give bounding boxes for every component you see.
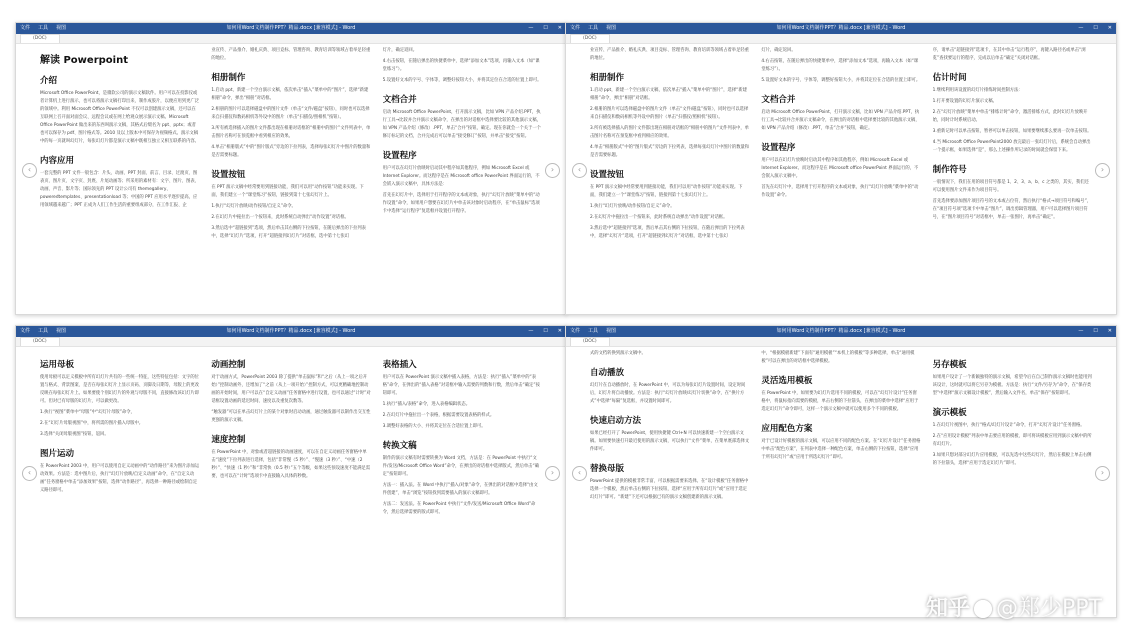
heading: 制作符号: [932, 165, 967, 175]
paragraph: 3.如果只想对部分幻灯片应用模板，可以先选中这些幻灯片，然后在模板上单击右侧的下拉箭头，选择“应用于选定幻灯片”即可。: [932, 453, 1092, 466]
heading: 灵活选用模板: [761, 376, 813, 386]
heading: 应用配色方案: [761, 424, 813, 434]
watermark: [926, 591, 1102, 622]
document-title: 如何用Word文档制作PPT？精品.docx [兼容模式] - Word: [776, 25, 906, 31]
paragraph: 启动 Microsoft Office PowerPoint，打开演示文稿，比如 VPN 产品介绍.PPT，执行工具→比较并合并演示文稿命令，在弹出的对话框中选择要比较的其他演示文稿，如 VPN 产品介绍（修改）.PPT，单击“合并”按钮，确定。现在你就会一个关于一个修订标记的文档，合并完成后可以单击“接受修订”按钮，并单击“接受”按钮。: [382, 110, 541, 139]
paragraph: 业宣传、产品推介、婚礼庆典、项目竞标、管理咨询、教育培训等领域占着举足轻重的地位。: [590, 48, 749, 61]
prev-page-arrow-icon[interactable]: ‹: [572, 466, 587, 481]
title-bar: [16, 23, 566, 34]
paragraph: 1.执行“幻灯片放映/动作按钮/自定义”命令。: [211, 204, 296, 209]
paragraph: 3.重新记时可以单击按钮，暂停可以单击按钮，如果要继续那么要再一次单击按钮。: [932, 129, 1092, 134]
heading: 替换母版: [590, 464, 625, 474]
heading: 设置程序: [761, 143, 796, 153]
word-window-bottom-left: [15, 325, 567, 618]
paragraph: 1.在幻灯片视图中，执行“格式/幻灯片设计”命令，打开“幻灯片设计”任务窗格。: [932, 423, 1085, 428]
menu-item[interactable]: 视图: [606, 25, 617, 31]
page-column: [761, 350, 920, 615]
heading: 估计时间: [932, 73, 967, 83]
menu-item[interactable]: 工具: [38, 328, 49, 334]
maximize-button[interactable]: ☐: [543, 25, 548, 31]
next-page-arrow-icon[interactable]: ›: [1095, 163, 1110, 178]
word-window-bottom-right: [565, 325, 1117, 618]
paragraph: 2.在幻灯片中拖拉出一个按钮来，此时系统自动弹出“动作设置”对话框。: [590, 215, 728, 220]
heading: 内容应用: [40, 156, 75, 166]
heading: 转换文稿: [382, 441, 417, 451]
document-tab[interactable]: (DOC): [570, 337, 610, 346]
prev-page-arrow-icon[interactable]: ‹: [22, 163, 37, 178]
paragraph: 在 PowerPoint 中，如果要为幻灯片选用不同的模板，可以在“幻灯片设计”任务窗格中，将鼠标指向需要的模板，单击右侧的下拉箭头，在弹出的菜单中选择“应用于选定幻灯片”命令即可，这样一个演示文稿中就可以使用多个不同的模板。: [761, 391, 919, 412]
heading: 自动播放: [590, 368, 625, 378]
paragraph: 一套完整的 PPT 文件一般包含：片头、动画、PPT 封面、前言、目录、过渡页、图表页、图片页、文字页、封底、片尾动画等；所采用的素材有：文字、图片、图表、动画、声音、影片等；国际领先的 PPT 设计公司有 themegallery、poweredtemplates、presentationload 等；中国的 PPT 应用水平逐步提高，应用领域越来越广；PPT 正成为人们工作生活的重要组成部分，在工作汇报、企: [40, 171, 199, 208]
watermark-author: @郑少PPT: [996, 596, 1102, 621]
paragraph: 4.右击按钮，在随后弹出的快捷菜单中，选择“添加文本”选项，再输入文本（如“课堂练习”）。: [382, 59, 540, 72]
document-tab[interactable]: (DOC): [20, 34, 60, 43]
title-bar: [566, 326, 1116, 337]
paragraph: 方法一：插入法。在 Word 中执行“插入/对象”命令，在弹出的对话框中选择“由文件创建”，单击“浏览”按钮找到需要插入的演示文稿即可。: [382, 483, 538, 496]
paragraph: 3.所有被选择插入的图片文件都出现在相册对话框的“相册中的图片”文件列表中，单击图片名称可在预览框中看到相应的效果。: [211, 126, 371, 139]
paragraph: 如果已经打开了 PowerPoint，使用快捷键 Ctrl+N 可以快速新建一个空白演示文稿。如果要快速打开最近使用的演示文稿，可以执行“文件”菜单，在菜单底部选择文件即可。: [590, 431, 750, 452]
prev-page-arrow-icon[interactable]: ‹: [572, 163, 587, 178]
paragraph: 首先选择要添加图片项目符号的文本或占位符，然后执行“格式→项目符号和编号”，在“项目符号项”选项卡中单击“图片”，调出剪辑管理器，用户可以选择图片项目符号，在“图片项目符号”对话框中，单击一张图片，再单击“确定”。: [932, 199, 1092, 220]
page-column: [383, 350, 542, 615]
paragraph: 4.单击“相册版式”中的“图片版式”旁边的下拉列表，选择每张幻灯片中图片的数量和是否需要标题。: [211, 145, 371, 158]
paragraph: 一般情况下，我们在用的项目符号都是 1、2、3、a、b、c 之类的，其实，我们还可以使用图片文件来作为项目符号。: [932, 180, 1089, 193]
heading: 表格插入: [382, 360, 417, 370]
document-page: [590, 47, 1092, 312]
tab-bar: [16, 34, 566, 44]
heading: 快速启动方法: [590, 416, 642, 426]
document-tab[interactable]: (DOC): [570, 34, 610, 43]
close-button[interactable]: ✕: [557, 25, 562, 31]
heading: 动画控制: [211, 360, 246, 370]
paragraph: 2.在“幻灯片放映”菜单中单击“排练计时”命令，激活排练方式，此时幻灯片放映开始，同时计时系统启动。: [932, 110, 1088, 123]
paragraph: 1.继续利用该设置的幻灯片排练时间控制方法：: [932, 88, 1023, 93]
paragraph: 1.打开要设置的幻灯片演示文稿。: [932, 99, 997, 104]
paragraph: 用户可以在幻灯片放映时启动其中程序如其他程序，例如 Microsoft Excel 或 Internet Explorer。而这程序是在 Microsoft office PowerPoint 界面运行的，不会嵌入演示文稿中，具体方法是：: [382, 166, 540, 187]
menu-item[interactable]: 工具: [588, 328, 599, 334]
menu-item[interactable]: 视图: [56, 25, 67, 31]
paragraph: 3.调整好表格的大小、并将其定位在合适位置上即可。: [382, 424, 486, 429]
title-bar: [566, 23, 1116, 34]
heading: 另存模板: [932, 360, 967, 370]
paragraph: 启动 Microsoft Office PowerPoint，打开演示文稿，比如 VPN 产品介绍.PPT，执行工具→比较并合并演示文稿命令，在弹出的对话框中选择要比较的其他演示文稿，如 VPN 产品介绍（修改）.PPT，单击“合并”按钮，确定。: [761, 110, 920, 131]
menu-item[interactable]: 文件: [20, 25, 31, 31]
document-title: 如何用Word文档制作PPT？精品.docx [兼容模式] - Word: [226, 328, 356, 334]
document-page: [590, 350, 1092, 615]
close-button[interactable]: ✕: [1107, 25, 1112, 31]
paragraph: 中，“根据模板新建”下面有“通用模板”“本机上的模板”等多种选择，单击“通用模板”可以在弹出的对话框中选择模板。: [761, 351, 915, 364]
paragraph: 灯片，确定返回。: [382, 48, 418, 53]
paragraph: 1.执行“幻灯片放映/动作按钮/自定义”命令。: [590, 204, 675, 209]
page-column: [933, 350, 1092, 615]
tab-bar: [566, 337, 1116, 347]
paragraph: 3.所有被选择插入的图片文件都出现在相册对话框的“相册中的图片”文件列表中，单击图片名称可在预览框中看到相应的效果。: [590, 126, 749, 139]
paragraph: 对于动画方式，PowerPoint 2003 除了提供“单击鼠标”和“之后（从上一项之后开始）”控制动画外，还增加了“之前（从上一项开始）”控制方式，可以更精确地控制动画的开始时间，用户可以在“自定义动画”任务窗格中进行设置，也可以通过“计时”对话框设置动画的延迟时间、速度以及重复次数等。: [211, 375, 371, 404]
paragraph: PowerPoint 提供的模板非常丰富，可以根据需要来选择。在“设计模板”任务窗格中选择一个模板，然后单击右侧的下拉按钮，选择“应用于所有幻灯片”或“应用于选定幻灯片”即可。“新建”下还可以根据已有的演示文稿创建新的演示文稿。: [590, 479, 749, 500]
paragraph: 1.执行“视图”菜单中“母版”中“幻灯片母版”命令，: [40, 410, 135, 415]
menu-item[interactable]: 文件: [570, 328, 581, 334]
page-column: [40, 350, 199, 615]
heading: 相册制作: [590, 73, 625, 83]
paragraph: 1.启动 ppt，新建一个空白演示文稿，依次单击“插入”菜单中的“图片”，选择“新建相册”命令，弹出“相册”对话框。: [590, 88, 747, 101]
paragraph: 5.设置好文本的字号、字体等，调整好按钮大小，并将其定位在合适的位置上即可。: [761, 78, 921, 83]
paragraph: 2.在“应用设计模板”列表中单击要应用的模板，即可将该模板应用到演示文稿中的所有幻灯片。: [932, 434, 1092, 447]
paragraph: 首先在幻灯片中，选择用于打开程序的文本或对象，执行“幻灯片放映”菜单中的“动作设置”命令，如果用户想要在幻灯片中单击该对象时启动程序，在“单击鼠标”选项卡中选择“运行程序”复选框并设置打开程序。: [382, 193, 540, 214]
paragraph: 3.然后选中“超链接到”选项，然后单击其右侧的下拉按钮，在随后弹出的下拉列表中，选择“幻灯片”选项，打开“超链接到幻灯片”对话框，选中第十七张幻: [211, 226, 366, 239]
next-page-arrow-icon[interactable]: ›: [1095, 466, 1110, 481]
paragraph: 首先在幻灯片中，选择用于打开程序的文本或对象，执行“幻灯片放映”菜单中的“动作设置”命令。: [761, 185, 919, 198]
paragraph: 对于已设计好模板的演示文稿，可以应用不同的配色方案。在“幻灯片设计”任务窗格中单击“配色方案”，在列表中选择一种配色方案，单击右侧的下拉按钮，选择“应用于所有幻灯片”或“应用于所选幻灯片”即可。: [761, 439, 921, 460]
maximize-button[interactable]: ☐: [543, 328, 548, 334]
menu-item[interactable]: 文件: [20, 328, 31, 334]
page-column: [40, 47, 199, 312]
tab-bar: [16, 337, 566, 347]
heading: 速度控制: [211, 435, 246, 445]
heading: 文档合并: [761, 95, 796, 105]
heading: 演示模板: [932, 408, 967, 418]
paragraph: 用户可以在 PowerPoint 演示文稿中插入表格，方法是：执行“插入”菜单中的“表格”命令，在弹出的“插入表格”对话框中输入需要的列数和行数，然后单击“确定”按钮即可。: [382, 375, 540, 396]
paragraph: 4.当 Microsoft Office PowerPoint2000 放完最后一张幻灯片后，系统会自动弹出一个提示框，如果选择“是”，那么上述操作所记录的时间就会保留下来。: [932, 140, 1091, 153]
paragraph: 4.单击“相册版式”中的“图片版式”旁边的下拉列表，选择每张幻灯片中图片的数量和是否需要标题。: [590, 145, 750, 158]
paragraph: 2.在幻灯片中拖拉出一个表格，根据需要设置表格的样式。: [382, 413, 495, 418]
heading: 文档合并: [382, 95, 417, 105]
paragraph: 灯片，确定返回。: [761, 48, 796, 53]
menu-item[interactable]: 文件: [570, 25, 581, 31]
paragraph: 2.在“幻灯片母版视图”中，将所需的图片插入母版中。: [40, 421, 144, 426]
heading: 运用母板: [40, 360, 75, 370]
minimize-button[interactable]: —: [528, 328, 534, 334]
heading: 相册制作: [211, 73, 246, 83]
document-tab[interactable]: (DOC): [20, 337, 60, 346]
page-column: [211, 350, 370, 615]
document-title: 如何用Word文档制作PPT？精品.docx [兼容模式] - Word: [226, 25, 356, 31]
page-column: [590, 350, 749, 615]
document-page: [40, 350, 542, 615]
title-bar: [16, 326, 566, 337]
tab-bar: [566, 34, 1116, 44]
page-column: [761, 47, 920, 312]
minimize-button[interactable]: —: [1078, 25, 1084, 31]
next-page-arrow-icon[interactable]: ›: [545, 163, 560, 178]
page-column: [590, 47, 749, 312]
paragraph: 2.相册的图片可以选择磁盘中的图片文件（单击“文件/磁盘”按钮），同时也可以选择来自扫描仪和数码相机等外设中的图片（单击“扫描仪/照相机”按钮）。: [590, 107, 749, 120]
prev-page-arrow-icon[interactable]: ‹: [22, 466, 37, 481]
paragraph: 在 PPT 演示文稿中经常要用到链接功能，我们可以用“动作按钮”功能来实现。下面，我们建立一个“课堂练习”按钮，链接到第十七张幻灯片上。: [590, 185, 743, 198]
minimize-button[interactable]: —: [1078, 328, 1084, 334]
paragraph: 1.执行“插入/表格”命令，进入表格编辑状态。: [382, 402, 470, 407]
minimize-button[interactable]: —: [528, 25, 534, 31]
paragraph: 幻灯片在自动播放时，在 PowerPoint 中，可以为每张幻灯片设置时间，设定时间后，幻灯片将自动播放。方法是：执行“幻灯片放映/幻灯片切换”命令，在“换片方式”中选择“每隔”复选框，并设置时间即可。: [590, 383, 746, 404]
paragraph: 业宣传、产品推介、婚礼庆典、项目竞标、管理咨询、教育培训等领域占着举足轻重的地位。: [211, 48, 371, 61]
maximize-button[interactable]: ☐: [1093, 328, 1098, 334]
close-button[interactable]: ✕: [1107, 328, 1112, 334]
next-page-arrow-icon[interactable]: ›: [545, 466, 560, 481]
paragraph: 序，请单击“超链接到”选项卡，在其中单击“运行程序”，再键入路径名或单击“浏览”查找要运行的程序，完成以后单击“确定”关闭对话框。: [932, 48, 1086, 61]
page-column: [383, 47, 542, 312]
paragraph: 使用母板可以定义模板中所有幻灯片共有的一些统一特征，这些特征包括：文字的位置与格式、背景图案、是否在每张幻灯片上显示页码、页脚及日期等，母版上的更改反映在每张幻灯片上。如果要使个别幻灯片的外观与母版不同，直接修改该幻灯片即可。但对已有母版的幻灯片，可以做更改。: [40, 375, 199, 404]
menu-item[interactable]: 视图: [606, 328, 617, 334]
word-window-top-right: [565, 22, 1117, 315]
paragraph: 4.右击按钮，在随后弹出的快捷菜单中，选择“添加文本”选项，再输入文本（如“课堂练习”）。: [761, 59, 919, 72]
watermark-brand: 知乎: [926, 596, 971, 621]
paragraph: 制作的演示文稿有时需要转换为 Word 文档，方法是：在 PowerPoint 中执行“文件/发送/Microsoft Office Word”命令，在弹出的对话框中选择版式，然后单击“确定”按钮即可。: [382, 456, 539, 477]
page-column: [933, 47, 1092, 312]
paragraph: 1.启动 ppt，新建一个空白演示文稿，依次单击“插入”菜单中的“图片”，选择“新建相册”命令，弹出“相册”对话框。: [211, 88, 369, 101]
paragraph: 5.设置好文本的字号、字体等，调整好按钮大小，并将其定位在合适的位置上即可。: [382, 78, 542, 83]
close-button[interactable]: ✕: [557, 328, 562, 334]
paragraph: 在 PowerPoint 2003 中，用户可以使用自定义动画中的“动作路径”来为图片添加运动效果。方法是：选中图片后，执行“幻灯片放映/自定义动画”命令，在“自定义动画”任务窗格中单击“添加效果”按钮，选择“动作路径”，再选择一种路径或绘制自定义路径即可。: [40, 464, 200, 493]
heading: 设置按钮: [211, 170, 246, 180]
paragraph: 在 PPT 演示文稿中经常要用到链接功能，我们可以用“动作按钮”功能来实现。下面，我们建立一个“课堂练习”按钮，链接到第十七张幻灯片上。: [211, 185, 364, 198]
heading: 解读 Powerpoint: [40, 55, 128, 66]
paragraph: 3.然后选中“超链接到”选项，然后单击其右侧的下拉按钮，在随后弹出的下拉列表中，选择“幻灯片”选项，打开“超链接到幻灯片”对话框，选中第十七张幻: [590, 226, 745, 239]
paragraph: 2.在幻灯片中拖拉出一个按钮来，此时系统自动弹出“动作设置”对话框。: [211, 215, 349, 220]
maximize-button[interactable]: ☐: [1093, 25, 1098, 31]
heading: 介绍: [40, 76, 58, 86]
heading: 图片运动: [40, 449, 75, 459]
heading: 设置按钮: [590, 170, 625, 180]
word-window-top-left: [15, 22, 567, 315]
paragraph: Microsoft Office PowerPoint，是微软公司的演示文稿软件。用户可以在投影仪或者计算机上进行演示，也可以将演示文稿打印出来，制作成胶片，以便应用到更广泛的领域中。利用 Microsoft Office PowerPoint 不仅可以创建演示文稿，还可以在互联网上召开面对面会议、远程会议或在网上给观众展示演示文稿。Microsoft Office PowerPoint 做出来的东西叫演示文稿，其格式后缀名为 ppt、pptx；或者也可以保存为 pdf、图片格式等。2010 及以上版本中可保存为视频格式。演示文稿中的每一页就叫幻灯片，每张幻灯片都是演示文稿中既相互独立又相互联系的内容。: [40, 91, 199, 144]
paragraph: 用户可以在幻灯片放映时启动其中程序如其他程序，例如 Microsoft Excel 或 Internet Explorer。而这程序是在 Microsoft office PowerPoint 界面运行的，不会嵌入演示文稿中。: [761, 158, 919, 179]
zhihu-logo-icon: [974, 600, 992, 618]
menu-item[interactable]: 视图: [56, 328, 67, 334]
menu-item[interactable]: 工具: [38, 25, 49, 31]
document-title: 如何用Word文档制作PPT？精品.docx [兼容模式] - Word: [776, 328, 906, 334]
paragraph: 2.相册的图片可以选择磁盘中的图片文件（单击“文件/磁盘”按钮），同时也可以选择来自扫描仪和数码相机等外设中的图片（单击“扫描仪/照相机”按钮）。: [211, 107, 370, 120]
paragraph: 3.选择“关闭母版视图”按钮，返回。: [40, 432, 109, 437]
menu-item[interactable]: 工具: [588, 25, 599, 31]
page-column: [211, 47, 370, 312]
document-page: [40, 47, 542, 312]
paragraph: 在 PowerPoint 中，对象或者超链接的动画速度，可以在自定义动画任务窗格中单击“速度”下拉列表进行选择，包括“非常慢（5 秒）”、“慢速（3 秒）”、“中速（2 秒）”、“快速（1 秒）”和“非常快（0.5 秒）”五个等级，如果这些预设速度不能满足需要，也可以在“计时”选项卡中直接输入具体的秒数。: [211, 450, 371, 479]
paragraph: 方法二：发送法。在 PowerPoint 中执行“文件/发送/Microsoft Office Word”命令，然后选择需要的版式即可。: [382, 502, 536, 515]
heading: 设置程序: [382, 151, 417, 161]
paragraph: 式的文档转换到演示文稿中。: [590, 351, 646, 356]
paragraph: “触发器”可以在单击幻灯片上的某个对象时启动动画，通过触发器可以制作出交互性更强的演示文稿。: [211, 410, 371, 423]
paragraph: 如果用户设计了一个新颖独特的演示文稿，希望今后在自己制作演示文稿时也能用到该设计，这时就可以将它另存为模板。方法是：执行“文件/另存为”命令，在“保存类型”中选择“演示文稿设计模板”，然后输入文件名，单击“保存”按钮即可。: [932, 375, 1092, 396]
